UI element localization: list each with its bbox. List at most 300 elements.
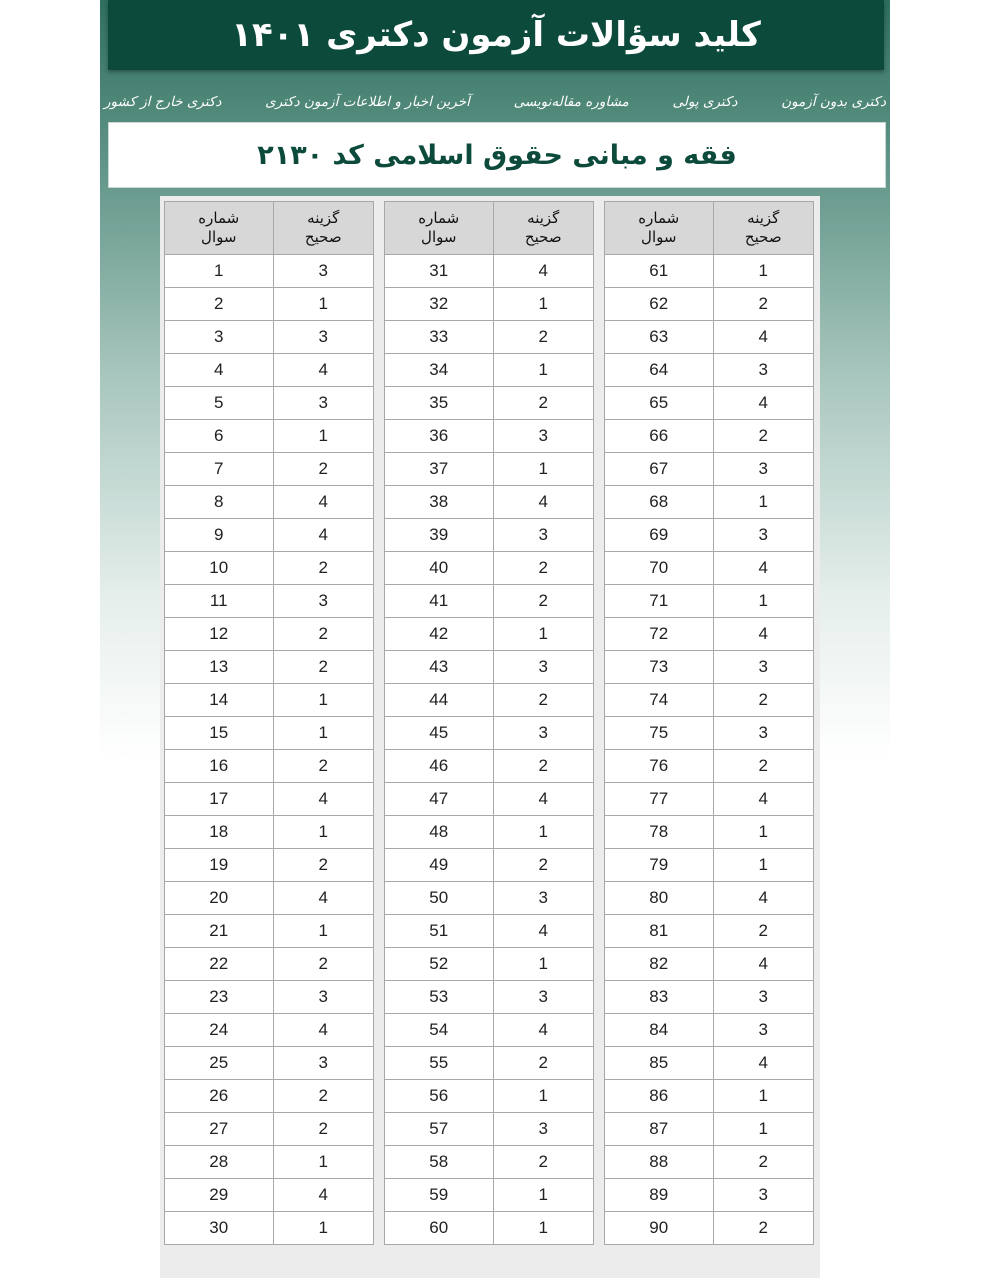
answer-cell: 2 bbox=[493, 1146, 594, 1179]
answer-cell: 4 bbox=[713, 1047, 814, 1080]
question-number-cell: 80 bbox=[605, 882, 714, 915]
question-number-cell: 19 bbox=[165, 849, 274, 882]
answer-cell: 3 bbox=[713, 453, 814, 486]
question-number-cell: 63 bbox=[605, 321, 714, 354]
answer-cell: 2 bbox=[493, 750, 594, 783]
question-number-cell: 84 bbox=[605, 1014, 714, 1047]
table-row bbox=[165, 1179, 374, 1212]
table-row bbox=[385, 816, 594, 849]
table-row bbox=[165, 816, 374, 849]
answer-cell: 1 bbox=[273, 684, 374, 717]
answer-cell: 3 bbox=[493, 717, 594, 750]
answer-cell: 2 bbox=[273, 618, 374, 651]
table-row bbox=[385, 453, 594, 486]
table-row bbox=[165, 255, 374, 288]
table-row bbox=[385, 552, 594, 585]
question-number-cell: 2 bbox=[165, 288, 274, 321]
table-row bbox=[385, 420, 594, 453]
answer-cell: 3 bbox=[273, 321, 374, 354]
table-row bbox=[605, 651, 814, 684]
answer-cell: 2 bbox=[493, 552, 594, 585]
answer-cell: 1 bbox=[713, 585, 814, 618]
answer-cell: 1 bbox=[713, 1080, 814, 1113]
answer-cell: 3 bbox=[273, 387, 374, 420]
table-row bbox=[605, 1014, 814, 1047]
question-number-cell: 50 bbox=[385, 882, 494, 915]
answer-cell: 2 bbox=[713, 915, 814, 948]
answer-cell: 3 bbox=[273, 1047, 374, 1080]
table-row bbox=[165, 750, 374, 783]
table-row bbox=[605, 1146, 814, 1179]
question-number-cell: 65 bbox=[605, 387, 714, 420]
answer-cell: 4 bbox=[273, 1179, 374, 1212]
question-number-cell: 28 bbox=[165, 1146, 274, 1179]
answer-cell: 4 bbox=[713, 321, 814, 354]
table-row bbox=[605, 453, 814, 486]
table-row bbox=[385, 354, 594, 387]
question-number-cell: 5 bbox=[165, 387, 274, 420]
table-row bbox=[165, 915, 374, 948]
answer-cell: 4 bbox=[713, 783, 814, 816]
question-number-cell: 52 bbox=[385, 948, 494, 981]
table-row bbox=[605, 1047, 814, 1080]
question-number-cell: 69 bbox=[605, 519, 714, 552]
answer-cell: 2 bbox=[713, 288, 814, 321]
answer-table-61-90 bbox=[604, 201, 814, 1245]
answer-cell: 3 bbox=[273, 255, 374, 288]
answer-cell: 4 bbox=[273, 882, 374, 915]
table-row bbox=[385, 1080, 594, 1113]
table-row bbox=[605, 849, 814, 882]
answer-cell: 1 bbox=[713, 255, 814, 288]
table-row bbox=[605, 486, 814, 519]
answer-cell: 1 bbox=[713, 816, 814, 849]
header-text: شماره bbox=[198, 209, 240, 227]
answer-cell: 3 bbox=[273, 981, 374, 1014]
table-row bbox=[385, 915, 594, 948]
table-row bbox=[605, 354, 814, 387]
answer-cell: 3 bbox=[713, 519, 814, 552]
answer-cell: 4 bbox=[713, 387, 814, 420]
table-row bbox=[385, 1047, 594, 1080]
table-row bbox=[605, 585, 814, 618]
question-number-cell: 59 bbox=[385, 1179, 494, 1212]
question-number-cell: 64 bbox=[605, 354, 714, 387]
table-row bbox=[385, 981, 594, 1014]
question-number-cell: 35 bbox=[385, 387, 494, 420]
answer-cell: 2 bbox=[273, 849, 374, 882]
question-number-cell: 58 bbox=[385, 1146, 494, 1179]
answer-cell: 2 bbox=[493, 849, 594, 882]
question-number-cell: 70 bbox=[605, 552, 714, 585]
answer-cell: 1 bbox=[273, 915, 374, 948]
table-row bbox=[605, 288, 814, 321]
question-number-cell: 76 bbox=[605, 750, 714, 783]
nav-link-paid-doctorate[interactable]: دکتری پولی bbox=[672, 94, 738, 110]
answer-cell: 1 bbox=[713, 849, 814, 882]
answer-cell: 3 bbox=[493, 651, 594, 684]
answer-cell: 2 bbox=[493, 1047, 594, 1080]
answer-cell: 1 bbox=[273, 717, 374, 750]
question-number-cell: 88 bbox=[605, 1146, 714, 1179]
correct-answer-header bbox=[493, 202, 594, 255]
question-number-cell: 77 bbox=[605, 783, 714, 816]
question-number-cell: 82 bbox=[605, 948, 714, 981]
nav-link-doctorate-without-exam[interactable]: دکتری بدون آزمون bbox=[781, 94, 886, 110]
question-number-cell: 45 bbox=[385, 717, 494, 750]
answer-cell: 4 bbox=[493, 255, 594, 288]
question-number-cell: 30 bbox=[165, 1212, 274, 1245]
table-row bbox=[385, 519, 594, 552]
table-row bbox=[605, 420, 814, 453]
answer-cell: 2 bbox=[713, 1212, 814, 1245]
table-header-row bbox=[385, 202, 594, 255]
question-number-cell: 13 bbox=[165, 651, 274, 684]
answer-cell: 4 bbox=[713, 882, 814, 915]
question-number-cell: 72 bbox=[605, 618, 714, 651]
answer-cell: 1 bbox=[493, 1179, 594, 1212]
question-number-cell: 29 bbox=[165, 1179, 274, 1212]
table-row bbox=[605, 717, 814, 750]
answer-cell: 2 bbox=[273, 1080, 374, 1113]
table-row bbox=[605, 387, 814, 420]
question-number-cell: 18 bbox=[165, 816, 274, 849]
table-row bbox=[165, 1113, 374, 1146]
table-row bbox=[385, 585, 594, 618]
table-row bbox=[385, 618, 594, 651]
answer-cell: 3 bbox=[493, 1113, 594, 1146]
header-text: گزینه bbox=[307, 209, 340, 227]
question-number-cell: 90 bbox=[605, 1212, 714, 1245]
table-row bbox=[165, 1080, 374, 1113]
question-number-cell: 7 bbox=[165, 453, 274, 486]
header-text: صحیح bbox=[304, 228, 342, 246]
answer-cell: 3 bbox=[713, 354, 814, 387]
question-number-cell: 85 bbox=[605, 1047, 714, 1080]
answer-cell: 4 bbox=[713, 618, 814, 651]
question-number-cell: 47 bbox=[385, 783, 494, 816]
table-row bbox=[605, 321, 814, 354]
header-text: سوال bbox=[421, 228, 457, 246]
question-number-cell: 24 bbox=[165, 1014, 274, 1047]
answer-cell: 1 bbox=[713, 1113, 814, 1146]
question-number-cell: 32 bbox=[385, 288, 494, 321]
question-number-cell: 62 bbox=[605, 288, 714, 321]
table-row bbox=[385, 1146, 594, 1179]
answer-cell: 1 bbox=[493, 453, 594, 486]
table-row bbox=[385, 1179, 594, 1212]
table-row bbox=[605, 948, 814, 981]
table-row bbox=[165, 1146, 374, 1179]
question-number-cell: 38 bbox=[385, 486, 494, 519]
header-text: صحیح bbox=[524, 228, 562, 246]
table-row bbox=[165, 618, 374, 651]
page-title: کلید سؤالات آزمون دکتری ۱۴۰۱ bbox=[108, 0, 884, 70]
nav-links bbox=[104, 84, 886, 120]
table-row bbox=[165, 717, 374, 750]
question-number-cell: 74 bbox=[605, 684, 714, 717]
question-number-cell: 89 bbox=[605, 1179, 714, 1212]
question-number-cell: 55 bbox=[385, 1047, 494, 1080]
question-number-cell: 23 bbox=[165, 981, 274, 1014]
question-number-cell: 86 bbox=[605, 1080, 714, 1113]
table-row bbox=[605, 552, 814, 585]
table-row bbox=[165, 321, 374, 354]
table-row bbox=[165, 453, 374, 486]
answer-cell: 3 bbox=[493, 981, 594, 1014]
question-number-cell: 57 bbox=[385, 1113, 494, 1146]
question-number-cell: 83 bbox=[605, 981, 714, 1014]
question-number-cell: 14 bbox=[165, 684, 274, 717]
table-row bbox=[605, 915, 814, 948]
table-row bbox=[165, 651, 374, 684]
header-text: شماره bbox=[418, 209, 460, 227]
table-row bbox=[385, 651, 594, 684]
answer-cell: 3 bbox=[713, 651, 814, 684]
question-number-cell: 51 bbox=[385, 915, 494, 948]
table-row bbox=[385, 288, 594, 321]
answer-cell: 2 bbox=[713, 684, 814, 717]
question-number-cell: 31 bbox=[385, 255, 494, 288]
question-number-cell: 12 bbox=[165, 618, 274, 651]
answer-cell: 1 bbox=[273, 1146, 374, 1179]
answer-cell: 1 bbox=[493, 816, 594, 849]
table-row bbox=[165, 783, 374, 816]
question-number-cell: 25 bbox=[165, 1047, 274, 1080]
table-row bbox=[385, 882, 594, 915]
answer-cell: 4 bbox=[273, 486, 374, 519]
answer-cell: 1 bbox=[273, 816, 374, 849]
table-row bbox=[385, 486, 594, 519]
table-header-row bbox=[605, 202, 814, 255]
answer-cell: 2 bbox=[273, 453, 374, 486]
table-row bbox=[165, 1212, 374, 1245]
question-number-cell: 42 bbox=[385, 618, 494, 651]
answer-cell: 4 bbox=[493, 486, 594, 519]
answer-cell: 2 bbox=[493, 321, 594, 354]
table-row bbox=[165, 1047, 374, 1080]
question-number-cell: 1 bbox=[165, 255, 274, 288]
question-number-cell: 87 bbox=[605, 1113, 714, 1146]
table-row bbox=[385, 255, 594, 288]
table-row bbox=[385, 849, 594, 882]
table-row bbox=[165, 552, 374, 585]
question-number-cell: 73 bbox=[605, 651, 714, 684]
question-number-cell: 6 bbox=[165, 420, 274, 453]
question-number-cell: 10 bbox=[165, 552, 274, 585]
table-row bbox=[165, 849, 374, 882]
answer-cell: 1 bbox=[273, 1212, 374, 1245]
table-row bbox=[605, 684, 814, 717]
answer-cell: 3 bbox=[493, 882, 594, 915]
table-row bbox=[165, 387, 374, 420]
question-number-cell: 48 bbox=[385, 816, 494, 849]
table-row bbox=[385, 1014, 594, 1047]
question-number-cell: 15 bbox=[165, 717, 274, 750]
question-number-cell: 44 bbox=[385, 684, 494, 717]
answer-cell: 2 bbox=[713, 750, 814, 783]
table-row bbox=[385, 948, 594, 981]
question-number-cell: 16 bbox=[165, 750, 274, 783]
answer-cell: 1 bbox=[493, 354, 594, 387]
subject-title: فقه و مبانی حقوق اسلامی کد ۲۱۳۰ bbox=[108, 122, 886, 188]
answer-cell: 2 bbox=[493, 684, 594, 717]
question-number-cell: 20 bbox=[165, 882, 274, 915]
question-number-header bbox=[605, 202, 714, 255]
question-number-cell: 66 bbox=[605, 420, 714, 453]
answer-cell: 1 bbox=[273, 420, 374, 453]
question-number-header bbox=[385, 202, 494, 255]
table-row bbox=[165, 420, 374, 453]
nav-link-doctorate-abroad[interactable]: دکتری خارج از کشور bbox=[104, 94, 222, 110]
correct-answer-header bbox=[273, 202, 374, 255]
table-row bbox=[605, 1179, 814, 1212]
answer-cell: 2 bbox=[273, 552, 374, 585]
answer-cell: 4 bbox=[273, 354, 374, 387]
question-number-cell: 46 bbox=[385, 750, 494, 783]
correct-answer-header bbox=[713, 202, 814, 255]
question-number-cell: 56 bbox=[385, 1080, 494, 1113]
question-number-cell: 22 bbox=[165, 948, 274, 981]
table-row bbox=[385, 1212, 594, 1245]
header-text: سوال bbox=[201, 228, 237, 246]
answer-table-1-30 bbox=[164, 201, 374, 1245]
answer-cell: 4 bbox=[493, 783, 594, 816]
answer-cell: 1 bbox=[493, 1080, 594, 1113]
answer-cell: 4 bbox=[493, 915, 594, 948]
answer-cell: 2 bbox=[273, 750, 374, 783]
answer-cell: 3 bbox=[493, 519, 594, 552]
table-row bbox=[385, 321, 594, 354]
answer-cell: 4 bbox=[713, 552, 814, 585]
header-text: شماره bbox=[638, 209, 680, 227]
table-row bbox=[165, 585, 374, 618]
table-row bbox=[605, 1212, 814, 1245]
table-row bbox=[385, 1113, 594, 1146]
answer-cell: 1 bbox=[713, 486, 814, 519]
table-row bbox=[385, 717, 594, 750]
answer-cell: 1 bbox=[493, 1212, 594, 1245]
answer-cell: 2 bbox=[273, 651, 374, 684]
table-row bbox=[385, 750, 594, 783]
answer-cell: 4 bbox=[713, 948, 814, 981]
question-number-cell: 4 bbox=[165, 354, 274, 387]
header-text: سوال bbox=[641, 228, 677, 246]
table-row bbox=[605, 816, 814, 849]
question-number-cell: 75 bbox=[605, 717, 714, 750]
table-row bbox=[605, 255, 814, 288]
answer-cell: 1 bbox=[493, 618, 594, 651]
question-number-cell: 60 bbox=[385, 1212, 494, 1245]
question-number-cell: 8 bbox=[165, 486, 274, 519]
question-number-cell: 53 bbox=[385, 981, 494, 1014]
question-number-header bbox=[165, 202, 274, 255]
table-row bbox=[605, 1113, 814, 1146]
question-number-cell: 67 bbox=[605, 453, 714, 486]
answer-cell: 2 bbox=[493, 585, 594, 618]
question-number-cell: 81 bbox=[605, 915, 714, 948]
answer-cell: 3 bbox=[713, 717, 814, 750]
question-number-cell: 36 bbox=[385, 420, 494, 453]
question-number-cell: 11 bbox=[165, 585, 274, 618]
question-number-cell: 40 bbox=[385, 552, 494, 585]
table-row bbox=[165, 354, 374, 387]
question-number-cell: 37 bbox=[385, 453, 494, 486]
question-number-cell: 71 bbox=[605, 585, 714, 618]
answer-cell: 3 bbox=[713, 1014, 814, 1047]
answer-cell: 2 bbox=[713, 420, 814, 453]
question-number-cell: 49 bbox=[385, 849, 494, 882]
answer-cell: 4 bbox=[273, 519, 374, 552]
table-row bbox=[605, 519, 814, 552]
table-header-row bbox=[165, 202, 374, 255]
answer-key-area bbox=[160, 196, 820, 1278]
header-text: صحیح bbox=[744, 228, 782, 246]
question-number-cell: 43 bbox=[385, 651, 494, 684]
question-number-cell: 79 bbox=[605, 849, 714, 882]
table-row bbox=[605, 750, 814, 783]
question-number-cell: 78 bbox=[605, 816, 714, 849]
question-number-cell: 39 bbox=[385, 519, 494, 552]
answer-cell: 2 bbox=[493, 387, 594, 420]
table-row bbox=[165, 1014, 374, 1047]
answer-cell: 3 bbox=[273, 585, 374, 618]
header-text: گزینه bbox=[527, 209, 560, 227]
table-row bbox=[165, 486, 374, 519]
question-number-cell: 68 bbox=[605, 486, 714, 519]
answer-cell: 3 bbox=[493, 420, 594, 453]
answer-cell: 2 bbox=[273, 1113, 374, 1146]
table-row bbox=[605, 1080, 814, 1113]
nav-link-latest-news[interactable]: آخرین اخبار و اطلاعات آزمون دکتری bbox=[265, 94, 470, 110]
table-row bbox=[165, 684, 374, 717]
question-number-cell: 9 bbox=[165, 519, 274, 552]
answer-cell: 4 bbox=[493, 1014, 594, 1047]
table-row bbox=[165, 882, 374, 915]
answer-cell: 2 bbox=[273, 948, 374, 981]
question-number-cell: 41 bbox=[385, 585, 494, 618]
table-row bbox=[165, 519, 374, 552]
table-row bbox=[605, 981, 814, 1014]
question-number-cell: 54 bbox=[385, 1014, 494, 1047]
answer-table-31-60 bbox=[384, 201, 594, 1245]
table-row bbox=[165, 288, 374, 321]
answer-cell: 1 bbox=[273, 288, 374, 321]
table-row bbox=[385, 783, 594, 816]
question-number-cell: 61 bbox=[605, 255, 714, 288]
answer-cell: 1 bbox=[493, 288, 594, 321]
table-row bbox=[165, 948, 374, 981]
table-row bbox=[605, 783, 814, 816]
answer-cell: 3 bbox=[713, 1179, 814, 1212]
question-number-cell: 21 bbox=[165, 915, 274, 948]
question-number-cell: 17 bbox=[165, 783, 274, 816]
question-number-cell: 3 bbox=[165, 321, 274, 354]
table-row bbox=[605, 882, 814, 915]
answer-cell: 4 bbox=[273, 783, 374, 816]
table-row bbox=[605, 618, 814, 651]
answer-cell: 4 bbox=[273, 1014, 374, 1047]
answer-cell: 1 bbox=[493, 948, 594, 981]
question-number-cell: 33 bbox=[385, 321, 494, 354]
question-number-cell: 27 bbox=[165, 1113, 274, 1146]
table-row bbox=[165, 981, 374, 1014]
table-row bbox=[385, 684, 594, 717]
nav-link-article-consulting[interactable]: مشاوره مقاله‌نویسی bbox=[513, 94, 629, 110]
answer-cell: 3 bbox=[713, 981, 814, 1014]
table-row bbox=[385, 387, 594, 420]
answer-cell: 2 bbox=[713, 1146, 814, 1179]
